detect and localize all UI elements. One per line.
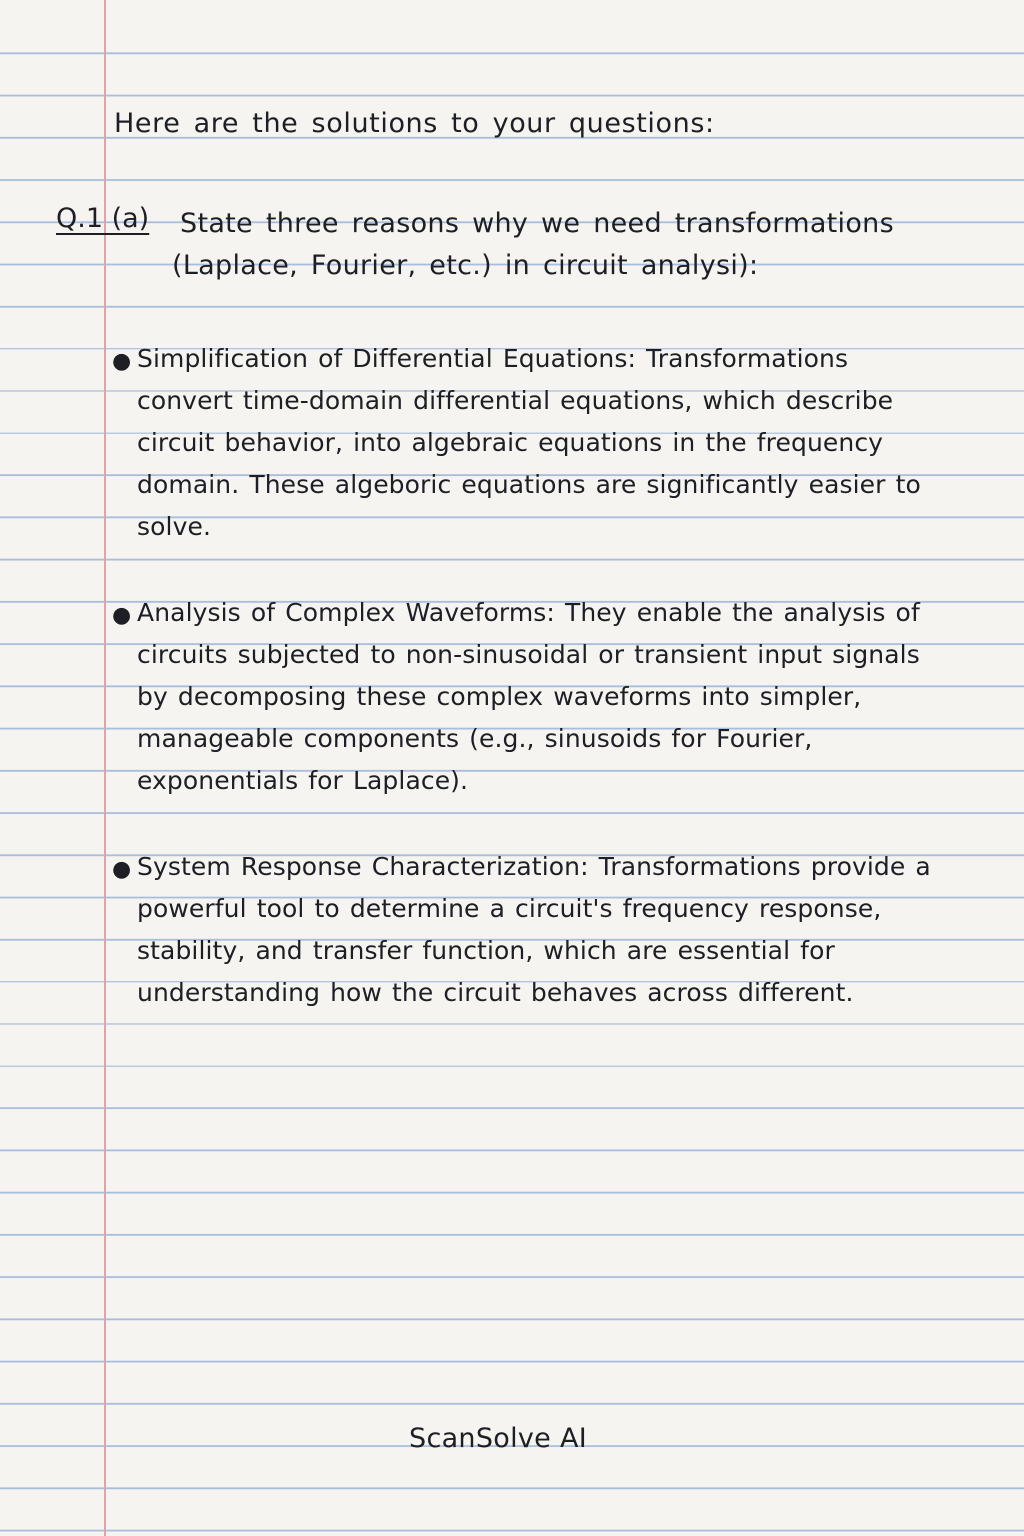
bullet-icon: ● [112,603,132,628]
question-label: Q.1 (a) [56,203,150,234]
bullet-icon: ● [112,857,132,882]
bullet-icon: ● [112,349,132,374]
footer-signature: ScanSolve AI [409,1423,588,1454]
question-text [172,203,940,287]
answer-text: Analysis of Complex Waveforms: They enable the analysis of circuits subjected to non-sinusoidal or transient input signals by decomposing these complex waveforms into simpler, manageable components (e.g., sinusoids for Fourier, exponentials for Laplace). [137,598,920,795]
question-line-2: (Laplace, Fourier, etc.) in circuit analysi): [172,250,759,281]
answer-text: System Response Characterization: Transformations provide a powerful tool to determine a circuit's frequency response, stability, and transfer function, which are essential for understanding how the circuit behaves across different. [137,852,931,1007]
intro-text: Here are the solutions to your questions: [114,108,715,139]
question-line-1: State three reasons why we need transformations [180,208,894,239]
answer-text: Simplification of Differential Equations: Transformations convert time-domain differential equations, which describe circuit behavior, into algebraic equations in the frequency domain. These algeboric equations are significantly easier to solve. [137,344,921,541]
